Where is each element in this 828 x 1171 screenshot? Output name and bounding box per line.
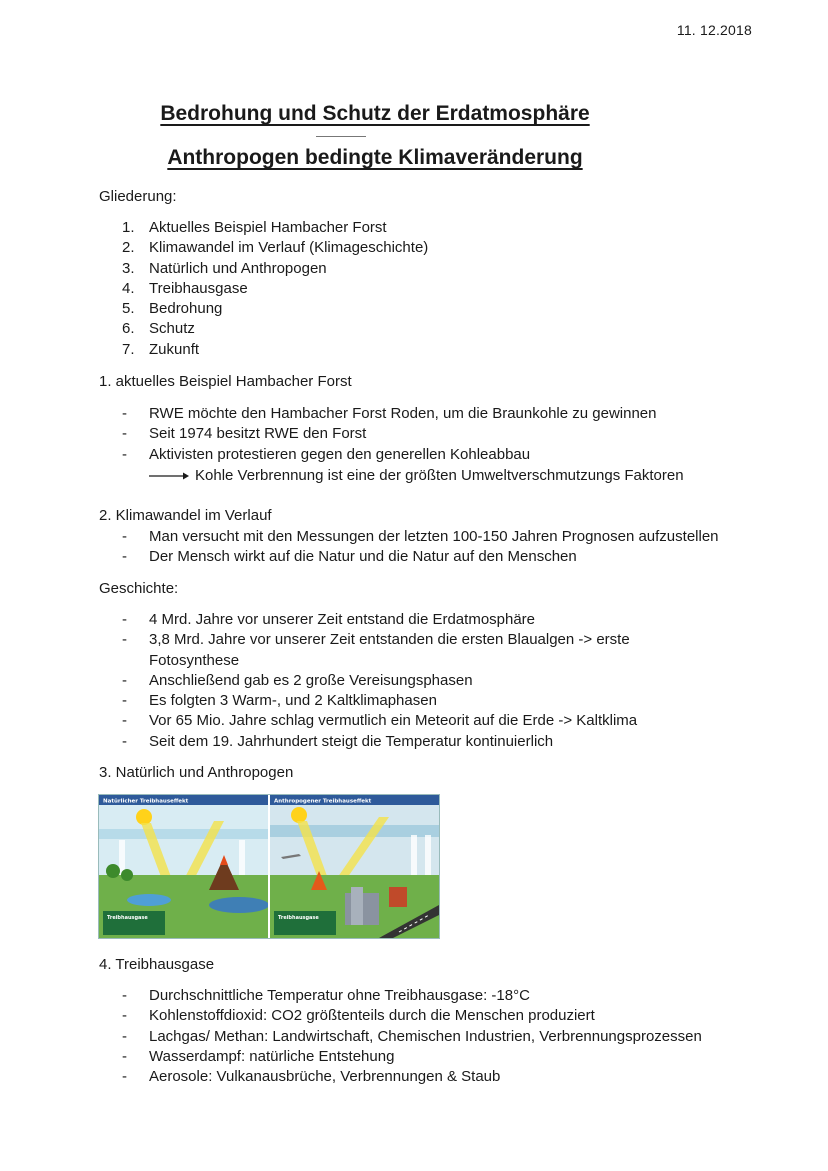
list-item: - Wasserdampf: natürliche Entstehung bbox=[122, 1047, 739, 1067]
outline-list bbox=[122, 218, 428, 360]
arrow-note-text: Kohle Verbrennung ist eine der größten Umweltverschmutzungs Faktoren bbox=[195, 467, 684, 484]
list-item bbox=[122, 299, 428, 319]
list-text: Man versucht mit den Messungen der letzten 100-150 Jahren Prognosen aufzustellen bbox=[149, 528, 719, 545]
list-item: - Es folgten 3 Warm-, und 2 Kaltklimaphasen bbox=[122, 691, 739, 711]
list-item bbox=[122, 319, 428, 339]
list-text: Bedrohung bbox=[149, 300, 223, 318]
title-divider bbox=[316, 136, 366, 137]
list-number: 6. bbox=[122, 320, 135, 338]
list-text: Anschließend gab es 2 große Vereisungsphasen bbox=[149, 671, 473, 689]
list-item: - Lachgas/ Methan: Landwirtschaft, Chemischen Industrien, Verbrennungsprozessen bbox=[122, 1027, 739, 1047]
list-text: Natürlich und Anthropogen bbox=[149, 259, 327, 277]
section-4-heading: 4. Treibhausgase bbox=[99, 956, 215, 973]
list-text: Treibhausgase bbox=[149, 279, 248, 297]
list-item: - Seit 1974 besitzt RWE den Forst bbox=[122, 424, 739, 444]
list-item: - Vor 65 Mio. Jahre schlag vermutlich ein Meteorit auf die Erde -> Kaltklima bbox=[122, 711, 739, 731]
list-text: 4 Mrd. Jahre vor unserer Zeit entstand die Erdatmosphäre bbox=[149, 611, 536, 628]
list-text: Lachgas/ Methan: Landwirtschaft, Chemischen Industrien, Verbrennungsprozessen bbox=[149, 1027, 702, 1045]
list-text: Zukunft bbox=[149, 340, 200, 358]
list-item bbox=[122, 238, 428, 258]
list-text: 3,8 Mrd. Jahre vor unserer Zeit entstanden die ersten Blaualgen -> erste Fotosynthese bbox=[149, 631, 630, 669]
list-item: - Kohlenstoffdioxid: CO2 größtenteils durch die Menschen produziert bbox=[122, 1006, 739, 1026]
list-item: - Man versucht mit den Messungen der letzten 100-150 Jahren Prognosen aufzustellen bbox=[122, 527, 739, 547]
history-list bbox=[122, 610, 739, 752]
list-item: - 3,8 Mrd. Jahre vor unserer Zeit entstanden die ersten Blaualgen -> erste Fotosynthese bbox=[122, 630, 739, 671]
list-text: Es folgten 3 Warm-, und 2 Kaltklimaphasen bbox=[149, 692, 437, 710]
list-item bbox=[122, 340, 428, 360]
left-panel-title: Natürlicher Treibhauseffekt bbox=[103, 798, 189, 805]
list-text: Durchschnittliche Temperatur ohne Treibhausgase: -18°C bbox=[149, 987, 530, 1004]
list-text: Der Mensch wirkt auf die Natur und die Natur auf den Menschen bbox=[149, 548, 577, 566]
list-item: - Aerosole: Vulkanausbrüche, Verbrennungen & Staub bbox=[122, 1067, 739, 1087]
list-number: 5. bbox=[122, 300, 135, 318]
list-text: Kohlenstoffdioxid: CO2 größtenteils durch die Menschen produziert bbox=[149, 1007, 595, 1025]
list-text: Wasserdampf: natürliche Entstehung bbox=[149, 1047, 395, 1065]
list-number: 4. bbox=[122, 279, 135, 297]
section-1-list bbox=[122, 404, 739, 465]
right-legend-title: Treibhausgase bbox=[278, 915, 319, 921]
list-text: Aktivisten protestieren gegen den generellen Kohleabbau bbox=[149, 445, 531, 463]
list-text: Vor 65 Mio. Jahre schlag vermutlich ein Meteorit auf die Erde -> Kaltklima bbox=[149, 712, 638, 730]
list-text: Seit 1974 besitzt RWE den Forst bbox=[149, 425, 367, 443]
section-2-heading: 2. Klimawandel im Verlauf bbox=[99, 507, 272, 524]
list-item bbox=[122, 259, 428, 279]
outline-heading: Gliederung: bbox=[99, 188, 177, 205]
history-heading: Geschichte: bbox=[99, 580, 179, 597]
section-1-heading: 1. aktuelles Beispiel Hambacher Forst bbox=[99, 373, 352, 390]
page-subtitle: Anthropogen bedingte Klimaveränderung bbox=[167, 146, 583, 169]
list-text: Schutz bbox=[149, 320, 195, 338]
section-2-list bbox=[122, 527, 739, 568]
list-text: Klimawandel im Verlauf (Klimageschichte) bbox=[149, 239, 429, 257]
right-arrow-icon bbox=[149, 471, 189, 481]
list-item: - RWE möchte den Hambacher Forst Roden, um die Braunkohle zu gewinnen bbox=[122, 404, 739, 424]
list-number: 7. bbox=[122, 340, 135, 358]
right-panel-title: Anthropogener Treibhauseffekt bbox=[274, 798, 372, 805]
list-item: - Durchschnittliche Temperatur ohne Treibhausgase: -18°C bbox=[122, 986, 739, 1006]
list-text: Aerosole: Vulkanausbrüche, Verbrennungen & Staub bbox=[149, 1068, 501, 1086]
list-item: - 4 Mrd. Jahre vor unserer Zeit entstand die Erdatmosphäre bbox=[122, 610, 739, 630]
list-number: 1. bbox=[122, 219, 135, 236]
greenhouse-illustration bbox=[99, 795, 439, 938]
document-date: 11. 12.2018 bbox=[676, 22, 752, 38]
list-item: - Aktivisten protestieren gegen den generellen Kohleabbau bbox=[122, 445, 739, 465]
list-item: - Seit dem 19. Jahrhundert steigt die Temperatur kontinuierlich bbox=[122, 732, 739, 752]
greenhouse-effect-figure bbox=[98, 794, 440, 939]
sun-icon bbox=[291, 807, 307, 823]
arrow-note bbox=[149, 466, 684, 486]
list-text: Aktuelles Beispiel Hambacher Forst bbox=[149, 219, 387, 236]
list-text: RWE möchte den Hambacher Forst Roden, um die Braunkohle zu gewinnen bbox=[149, 405, 657, 422]
list-item: - Anschließend gab es 2 große Vereisungsphasen bbox=[122, 671, 739, 691]
sun-icon bbox=[136, 809, 152, 825]
section-3-heading: 3. Natürlich und Anthropogen bbox=[99, 764, 294, 781]
list-item bbox=[122, 218, 428, 238]
left-legend-title: Treibhausgase bbox=[107, 915, 148, 921]
section-4-list bbox=[122, 986, 739, 1087]
list-text: Seit dem 19. Jahrhundert steigt die Temperatur kontinuierlich bbox=[149, 732, 554, 750]
page-title: Bedrohung und Schutz der Erdatmosphäre bbox=[160, 102, 590, 125]
list-item bbox=[122, 279, 428, 299]
list-number: 3. bbox=[122, 259, 135, 277]
list-number: 2. bbox=[122, 239, 135, 257]
list-item: - Der Mensch wirkt auf die Natur und die Natur auf den Menschen bbox=[122, 547, 739, 567]
